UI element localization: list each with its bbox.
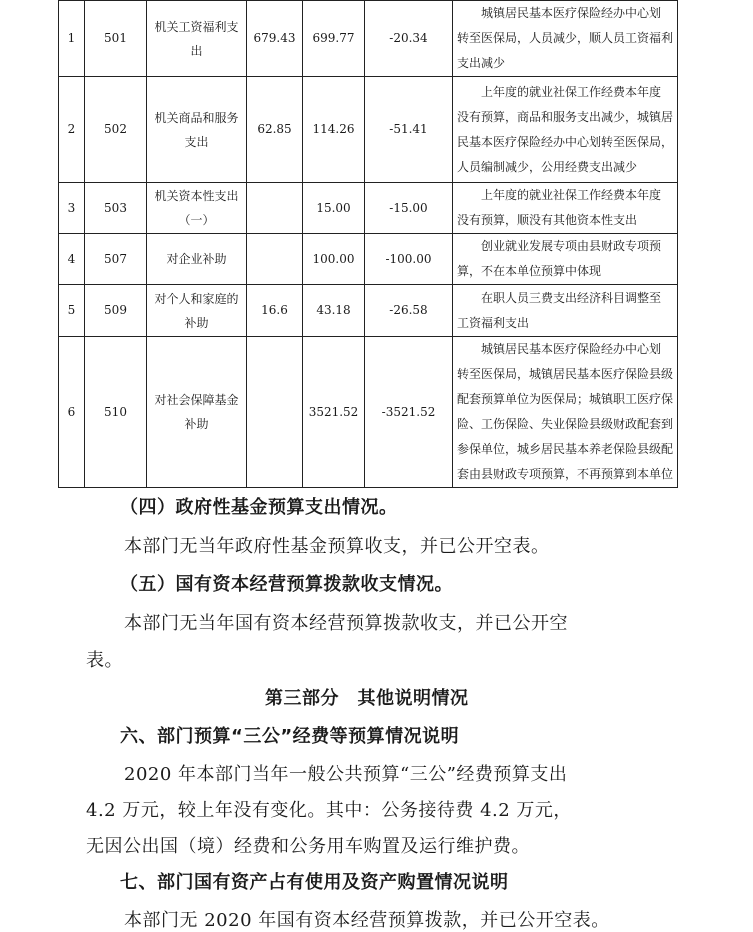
cell-note-line: 城镇居民基本医疗保险经办中心划 bbox=[481, 6, 662, 20]
cell-note bbox=[453, 77, 678, 183]
cell-note bbox=[453, 1, 678, 77]
cell-last-year: 3521.52 bbox=[303, 337, 365, 488]
table-row bbox=[59, 285, 678, 337]
cell-difference: -20.34 bbox=[365, 1, 453, 77]
cell-name-line: 对社会保障基金 bbox=[154, 393, 239, 407]
table-row bbox=[59, 234, 678, 285]
cell-note-line: 算，不在本单位预算中体现 bbox=[457, 264, 602, 278]
cell-note-line: 支出减少 bbox=[457, 56, 506, 70]
para-three-public-2: 4.2 万元，较上年没有变化。其中：公务接待费 4.2 万元， bbox=[86, 800, 572, 821]
cell-index: 1 bbox=[59, 1, 85, 77]
cell-last-year: 15.00 bbox=[303, 183, 365, 234]
cell-name-line: 机关商品和服务 bbox=[154, 110, 239, 125]
table-row bbox=[59, 183, 678, 234]
budget-table bbox=[58, 0, 678, 488]
para-state-capital-2: 表。 bbox=[86, 650, 123, 671]
cell-last-year: 43.18 bbox=[303, 285, 365, 337]
cell-name-line: 对企业补助 bbox=[166, 252, 227, 266]
cell-name-line: 补助 bbox=[184, 417, 209, 431]
table-row bbox=[59, 1, 678, 77]
cell-difference: -51.41 bbox=[365, 77, 453, 183]
cell-note-line: 套由县财政专项预算，不再预算到本单位 bbox=[457, 467, 674, 481]
cell-name bbox=[147, 77, 247, 183]
cell-name bbox=[147, 285, 247, 337]
cell-note-line: 工资福利支出 bbox=[457, 315, 530, 330]
cell-note-line: 没有预算，顺没有其他资本性支出 bbox=[457, 213, 638, 227]
cell-note-line: 没有预算，商品和服务支出减少，城镇居 bbox=[457, 109, 674, 124]
cell-note-line: 在职人员三费支出经济科目调整至 bbox=[481, 290, 662, 305]
cell-code: 501 bbox=[85, 1, 147, 77]
para-three-public-1: 2020 年本部门当年一般公共预算“三公”经费预算支出 bbox=[124, 764, 568, 785]
cell-current-year: 62.85 bbox=[247, 77, 303, 183]
cell-last-year: 699.77 bbox=[303, 1, 365, 77]
cell-current-year bbox=[247, 337, 303, 488]
cell-name-line: （一） bbox=[178, 213, 215, 227]
heading-assets: 七、部门国有资产占有使用及资产购置情况说明 bbox=[120, 872, 509, 893]
cell-note-line: 参保单位，城乡居民基本养老保险县级配 bbox=[457, 442, 674, 456]
cell-note bbox=[453, 234, 678, 285]
cell-name bbox=[147, 183, 247, 234]
heading-three-public: 六、部门预算“三公”经费等预算情况说明 bbox=[120, 726, 460, 747]
table-body bbox=[59, 1, 678, 488]
heading-state-capital: （五）国有资本经营预算拨款收支情况。 bbox=[120, 574, 453, 595]
para-gov-fund: 本部门无当年政府性基金预算收支，并已公开空表。 bbox=[124, 536, 550, 557]
cell-note-line: 民基本医疗保险经办中心划转至医保局， bbox=[457, 134, 674, 149]
cell-code: 502 bbox=[85, 77, 147, 183]
cell-current-year bbox=[247, 183, 303, 234]
para-three-public-3: 无因公出国（境）经费和公务用车购置及运行维护费。 bbox=[86, 836, 530, 857]
cell-index: 2 bbox=[59, 77, 85, 183]
part-three-title: 第三部分 其他说明情况 bbox=[265, 688, 469, 709]
cell-code: 509 bbox=[85, 285, 147, 337]
cell-note-line: 人员编制减少，公用经费支出减少 bbox=[457, 159, 638, 174]
cell-note bbox=[453, 183, 678, 234]
cell-current-year: 679.43 bbox=[247, 1, 303, 77]
cell-note-line: 配套预算单位为医保局；城镇职工医疗保 bbox=[457, 392, 674, 406]
cell-name-line: 出 bbox=[190, 43, 203, 58]
cell-name-line: 对个人和家庭的 bbox=[154, 291, 239, 306]
cell-current-year bbox=[247, 234, 303, 285]
cell-difference: -100.00 bbox=[365, 234, 453, 285]
cell-name-line: 机关工资福利支 bbox=[154, 19, 239, 34]
cell-note-line: 上年度的就业社保工作经费本年度 bbox=[481, 188, 662, 202]
para-assets: 本部门无 2020 年国有资本经营预算拨款，并已公开空表。 bbox=[124, 910, 610, 931]
cell-difference: -3521.52 bbox=[365, 337, 453, 488]
cell-name-line: 支出 bbox=[184, 134, 209, 149]
cell-last-year: 114.26 bbox=[303, 77, 365, 183]
cell-note bbox=[453, 285, 678, 337]
cell-difference: -26.58 bbox=[365, 285, 453, 337]
cell-name bbox=[147, 234, 247, 285]
cell-code: 507 bbox=[85, 234, 147, 285]
cell-note bbox=[453, 337, 678, 488]
cell-code: 510 bbox=[85, 337, 147, 488]
cell-name bbox=[147, 1, 247, 77]
cell-index: 6 bbox=[59, 337, 85, 488]
cell-name bbox=[147, 337, 247, 488]
cell-difference: -15.00 bbox=[365, 183, 453, 234]
cell-name-line: 补助 bbox=[184, 315, 209, 330]
cell-note-line: 转至医保局，城镇居民基本医疗保险县级 bbox=[457, 367, 674, 381]
cell-current-year: 16.6 bbox=[247, 285, 303, 337]
cell-code: 503 bbox=[85, 183, 147, 234]
cell-index: 3 bbox=[59, 183, 85, 234]
cell-last-year: 100.00 bbox=[303, 234, 365, 285]
table-row bbox=[59, 337, 678, 488]
cell-note-line: 险、工伤保险、失业保险县级财政配套到 bbox=[457, 417, 674, 431]
cell-name-line: 机关资本性支出 bbox=[154, 189, 239, 203]
cell-note-line: 城镇居民基本医疗保险经办中心划 bbox=[481, 342, 662, 356]
cell-note-line: 创业就业发展专项由县财政专项预 bbox=[481, 239, 662, 253]
cell-note-line: 上年度的就业社保工作经费本年度 bbox=[481, 84, 662, 99]
cell-note-line: 转至医保局，人员减少，顺人员工资福利 bbox=[457, 31, 674, 45]
cell-index: 4 bbox=[59, 234, 85, 285]
para-state-capital-1: 本部门无当年国有资本经营预算拨款收支，并已公开空 bbox=[124, 613, 568, 634]
table-row bbox=[59, 77, 678, 183]
cell-index: 5 bbox=[59, 285, 85, 337]
heading-gov-fund: （四）政府性基金预算支出情况。 bbox=[120, 497, 398, 518]
